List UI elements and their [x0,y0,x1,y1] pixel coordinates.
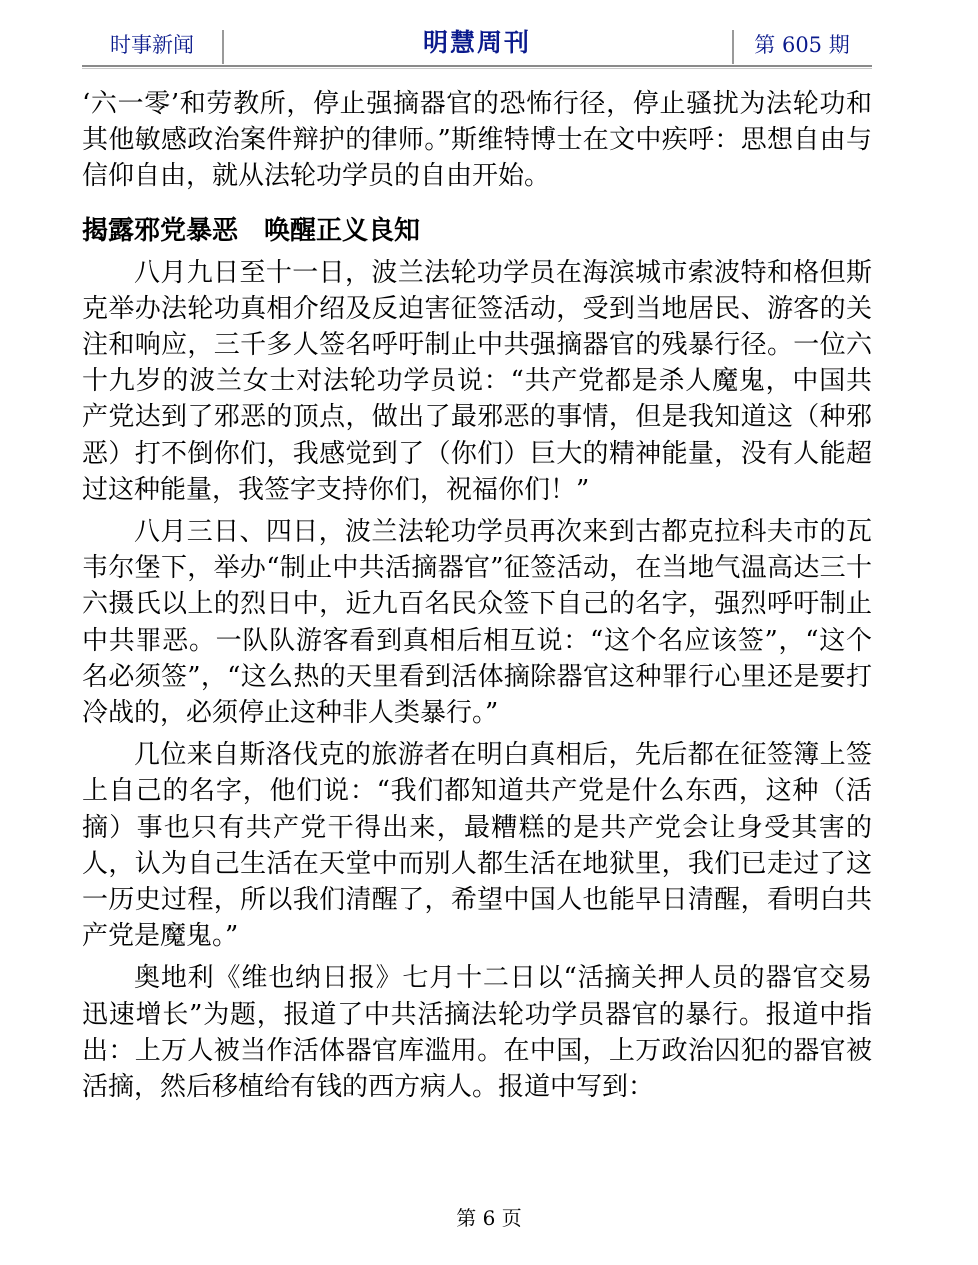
paragraph: 八月三日、四日，波兰法轮功学员再次来到古都克拉科夫市的瓦韦尔堡下，举办“制止中共活摘器官”征签活动，在当地气温高达三十六摄氏以上的烈日中，近九百名民众签下自己的名字，强烈呼吁制止中共罪恶。一队队游客看到真相后相互说：“这个名应该签”，“这个名必须签”，“这么热的天里看到活体摘除器官这种罪行心里还是要打冷战的，必须停止这种非人类暴行。” [82,517,872,729]
page-header [82,26,872,66]
paragraph-continued: ‘六一零’和劳教所，停止强摘器官的恐怖行径，停止骚扰为法轮功和其他敏感政治案件辩护的律师。”斯维特博士在文中疾呼：思想自由与信仰自由，就从法轮功学员的自由开始。 [82,89,872,192]
header-publication-title: 明慧周刊 [422,28,531,57]
paragraph: 几位来自斯洛伐克的旅游者在明白真相后，先后都在征签簿上签上自己的名字，他们说：“我们都知道共产党是什么东西，这种（活摘）事也只有共产党干得出来，最糟糕的是共产党会让身受其害的人，认为自己生活在天堂中而别人都生活在地狱里，我们已走过了这一历史过程，所以我们清醒了，希望中国人也能早日清醒，看明白共产党是魔鬼。” [82,740,872,952]
section-heading: 揭露邪党暴恶 唤醒正义良知 [82,215,421,246]
paragraph: 奥地利《维也纳日报》七月十二日以“活摘关押人员的器官交易迅速增长”为题，报道了中共活摘法轮功学员器官的暴行。报道中指出：上万人被当作活体器官库滥用。在中国，上万政治囚犯的器官被活摘，然后移植给有钱的西方病人。报道中写到： [82,963,872,1103]
paragraph: 八月九日至十一日，波兰法轮功学员在海滨城市索波特和格但斯克举办法轮功真相介绍及反迫害征签活动，受到当地居民、游客的关注和响应，三千多人签名呼吁制止中共强摘器官的残暴行径。一位六十九岁的波兰女士对法轮功学员说：“共产党都是杀人魔鬼，中国共产党达到了邪恶的顶点，做出了最邪恶的事情，但是我知道这（种邪恶）打不倒你们，我感觉到了（你们）巨大的精神能量，没有人能超过这种能量，我签字支持你们，祝福你们！” [82,257,872,505]
article-body [82,86,872,1105]
header-rule-thin [82,68,872,69]
page-number: 第 6 页 [456,1206,522,1230]
header-issue-number: 第 605 期 [754,33,850,57]
header-section-label: 时事新闻 [110,33,194,57]
header-rule [82,65,872,67]
